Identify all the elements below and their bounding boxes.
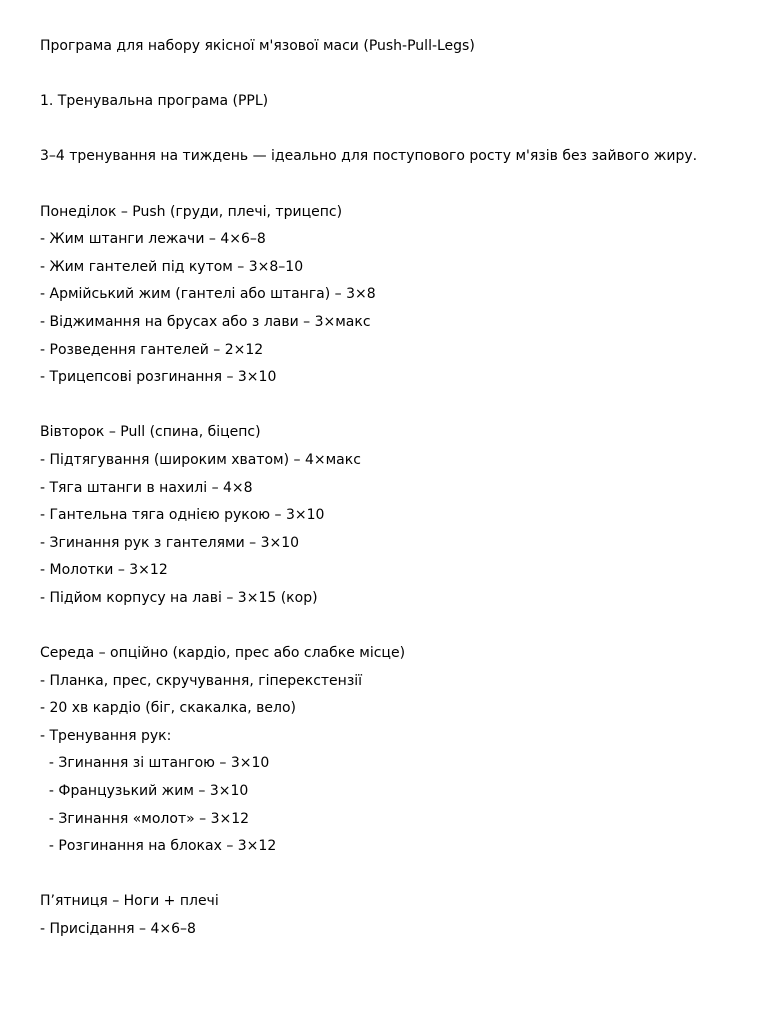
exercise-item: - Підтягування (широким хватом) – 4×макс bbox=[40, 451, 361, 468]
sub-exercise-item: - Розгинання на блоках – 3×12 bbox=[40, 838, 277, 855]
sub-exercise-item: - Згинання зі штангою – 3×10 bbox=[40, 755, 270, 772]
blank-line bbox=[40, 392, 740, 420]
blank-line bbox=[40, 116, 740, 144]
exercise-item: - Армійський жим (гантелі або штанга) – 3×8 bbox=[40, 286, 376, 303]
exercise-item: - Розведення гантелей – 2×12 bbox=[40, 341, 264, 358]
sub-exercise-item: - Згинання «молот» – 3×12 bbox=[40, 810, 250, 827]
document-body bbox=[40, 33, 740, 944]
intro-paragraph: 3–4 тренування на тиждень — ідеально для поступового росту м'язів без зайвого жиру. bbox=[40, 148, 698, 165]
exercise-item: - Тренування рук: bbox=[40, 727, 172, 744]
exercise-item: - Тяга штанги в нахилі – 4×8 bbox=[40, 479, 253, 496]
exercise-item: - Віджимання на брусах або з лави – 3×макс bbox=[40, 313, 371, 330]
blank-line bbox=[40, 61, 740, 89]
exercise-item: - Жим штанги лежачи – 4×6–8 bbox=[40, 231, 266, 248]
exercise-item: - Підйом корпусу на лаві – 3×15 (кор) bbox=[40, 589, 318, 606]
day-heading-monday: Понеділок – Push (груди, плечі, трицепс) bbox=[40, 203, 343, 220]
sub-exercise-item: - Французький жим – 3×10 bbox=[40, 783, 249, 800]
day-heading-wednesday: Середа – опційно (кардіо, прес або слабке місце) bbox=[40, 645, 406, 662]
exercise-item: - Планка, прес, скручування, гіперекстензії bbox=[40, 672, 363, 689]
exercise-item: - 20 хв кардіо (біг, скакалка, вело) bbox=[40, 700, 296, 717]
section-heading: 1. Тренувальна програма (PPL) bbox=[40, 93, 269, 110]
document-title: Програма для набору якісної м'язової маси (Push-Pull-Legs) bbox=[40, 38, 475, 54]
blank-line bbox=[40, 612, 740, 640]
exercise-item: - Згинання рук з гантелями – 3×10 bbox=[40, 534, 300, 551]
exercise-item: - Присідання – 4×6–8 bbox=[40, 921, 196, 937]
exercise-item: - Молотки – 3×12 bbox=[40, 562, 168, 579]
blank-line bbox=[40, 171, 740, 199]
day-heading-tuesday: Вівторок – Pull (спина, біцепс) bbox=[40, 424, 261, 441]
exercise-item: - Гантельна тяга однією рукою – 3×10 bbox=[40, 507, 325, 524]
blank-line bbox=[40, 861, 740, 889]
exercise-item: - Трицепсові розгинання – 3×10 bbox=[40, 369, 277, 386]
exercise-item: - Жим гантелей під кутом – 3×8–10 bbox=[40, 258, 304, 275]
day-heading-friday: П’ятниця – Ноги + плечі bbox=[40, 893, 219, 910]
